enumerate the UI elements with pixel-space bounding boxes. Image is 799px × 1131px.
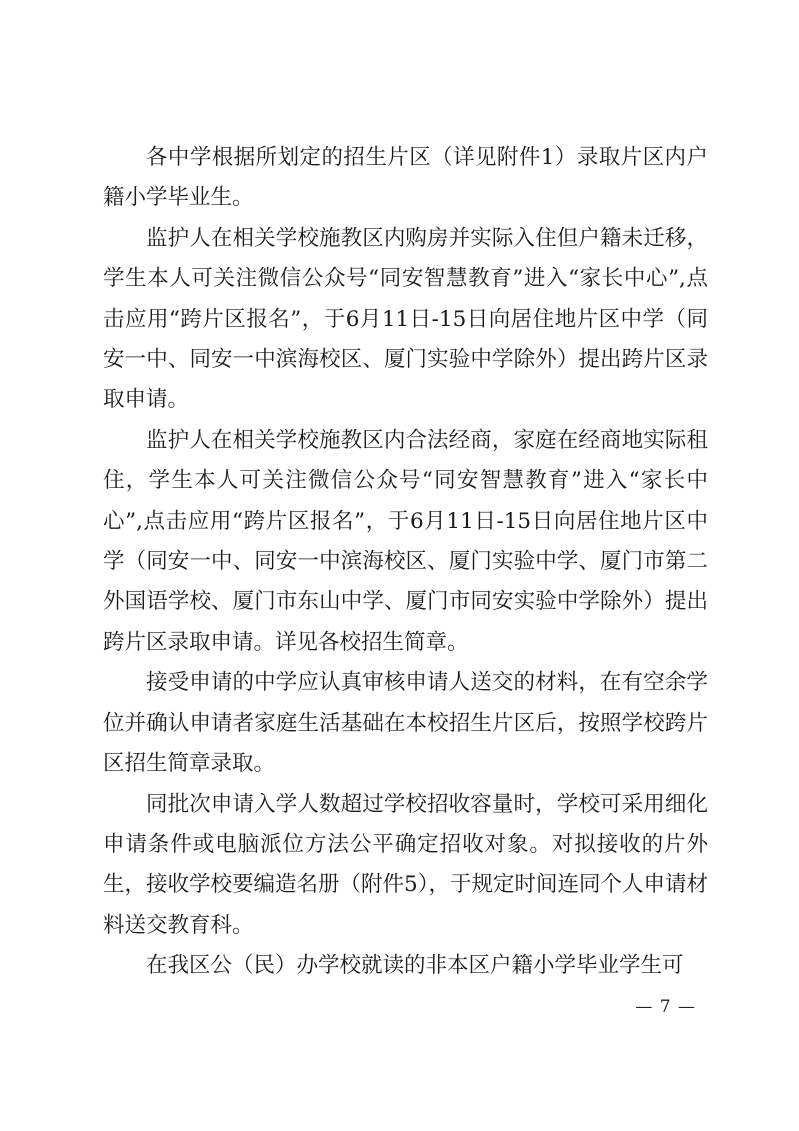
page-number: — 7 —: [635, 997, 696, 1017]
paragraph-2: 监护人在相关学校施教区内购房并实际入住但户籍未迁移，学生本人可关注微信公众号“同安智慧教育”进入“家长中心”,点击应用“跨片区报名”，于6月11日-15日向居住地片区中学（同安一中、同安一中滨海校区、厦门实验中学除外）提出跨片区录取申请。: [103, 225, 708, 413]
document-body: [103, 138, 708, 987]
paragraph-5: 同批次申请入学人数超过学校招收容量时，学校可采用细化申请条件或电脑派位方法公平确定招收对象。对拟接收的片外生，接收学校要编造名册（附件5），于规定时间连同个人申请材料送交教育科。: [103, 791, 708, 938]
paragraph-6: 在我区公（民）办学校就读的非本区户籍小学毕业学生可: [146, 953, 684, 979]
paragraph-1: 各中学根据所划定的招生片区（详见附件1）录取片区内户籍小学毕业生。: [103, 145, 708, 211]
paragraph-3: 监护人在相关学校施教区内合法经商，家庭在经商地实际租住，学生本人可关注微信公众号“同安智慧教育”进入“家长中心”,点击应用“跨片区报名”，于6月11日-15日向居住地片区中学（同安一中、同安一中滨海校区、厦门实验中学、厦门市第二外国语学校、厦门市东山中学、厦门市同安实验中学除外）提出跨片区录取申请。详见各校招生简章。: [103, 427, 708, 655]
paragraph-4: 接受申请的中学应认真审核申请人送交的材料，在有空余学位并确认申请者家庭生活基础在本校招生片区后，按照学校跨片区招生简章录取。: [103, 670, 708, 777]
